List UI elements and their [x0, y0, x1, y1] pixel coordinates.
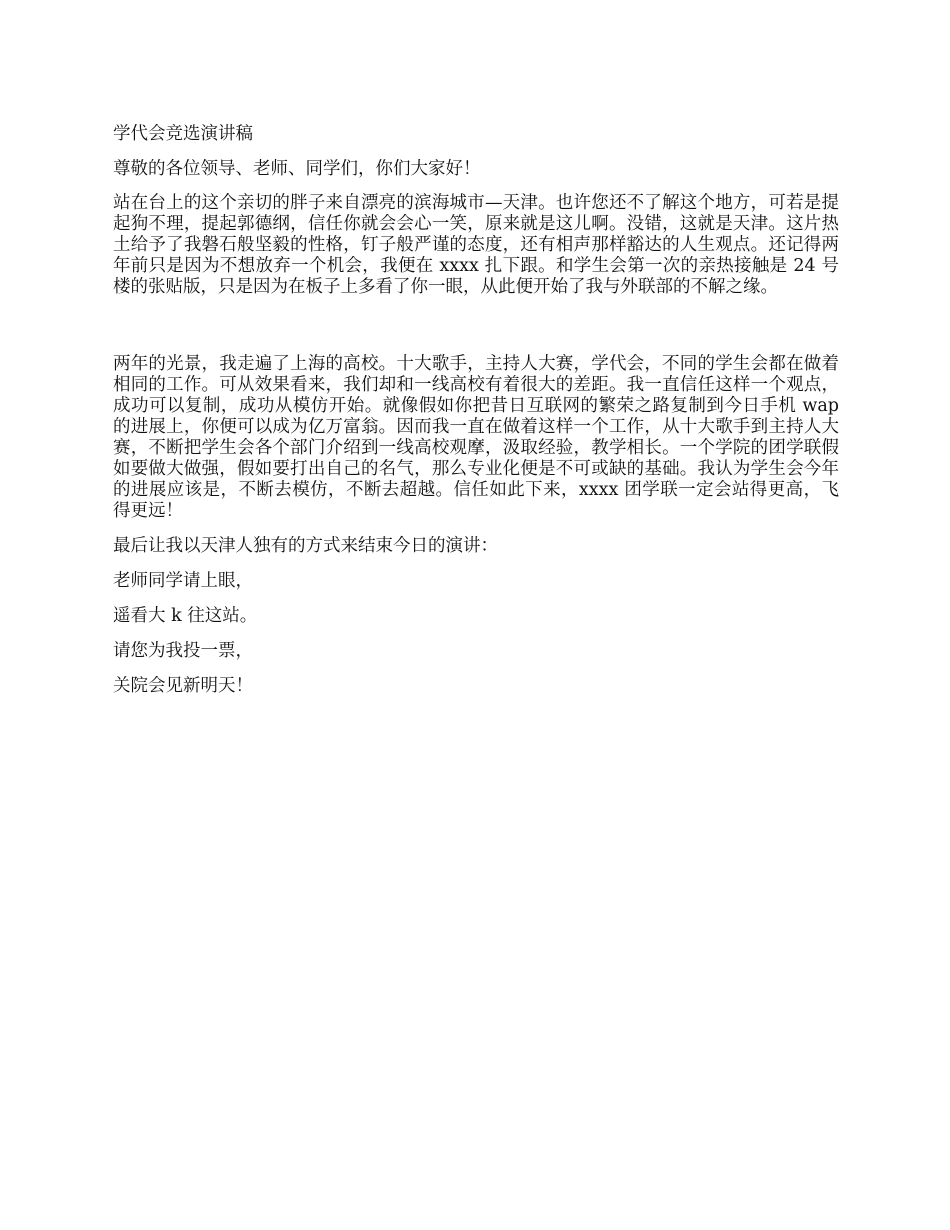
document-title: 学代会竞选演讲稿 — [113, 124, 253, 144]
paragraph-intro: 站在台上的这个亲切的胖子来自漂亮的滨海城市—天津。也许您还不了解这个地方，可若是提起狗不理，提起郭德纲，信任你就会会心一笑，原来就是这儿啊。没错，这就是天津。这片热土给予了我磐石般坚毅的性格，钉子般严谨的态度，还有相声那样豁达的人生观点。还记得两年前只是因为不想放弃一个机会，我便在 xxxx 扎下跟。和学生会第一次的亲热接触是 24 号楼的张贴版，只是因为在板子上多看了你一眼，从此便开始了我与外联部的不解之缘。 — [113, 193, 839, 297]
verse-line-3: 请您为我投一票， — [113, 641, 253, 661]
greeting-line: 尊敬的各位领导、老师、同学们，你们大家好！ — [113, 159, 481, 179]
document-body — [113, 124, 839, 711]
paragraph-spacer — [113, 298, 839, 354]
verse-line-2: 遥看大 k 往这站。 — [113, 606, 258, 626]
closing-intro: 最后让我以天津人独有的方式来结束今日的演讲： — [113, 536, 498, 556]
paragraph-experience: 两年的光景，我走遍了上海的高校。十大歌手，主持人大赛，学代会，不同的学生会都在做着相同的工作。可从效果看来，我们却和一线高校有着很大的差距。我一直信任这样一个观点，成功可以复制，成功从模仿开始。就像假如你把昔日互联网的繁荣之路复制到今日手机 wap 的进展上，你便可以成为亿万富翁。因而我一直在做着这样一个工作，从十大歌手到主持人大赛，不断把学生会各个部门介绍到一线高校观摩，汲取经验，教学相长。一个学院的团学联假如要做大做强，假如要打出自己的名气，那么专业化便是不可或缺的基础。我认为学生会今年的进展应该是，不断去模仿，不断去超越。信任如此下来，xxxx 团学联一定会站得更高，飞得更远！ — [113, 354, 839, 521]
verse-line-1: 老师同学请上眼， — [113, 571, 253, 591]
verse-line-4: 关院会见新明天！ — [113, 676, 253, 696]
